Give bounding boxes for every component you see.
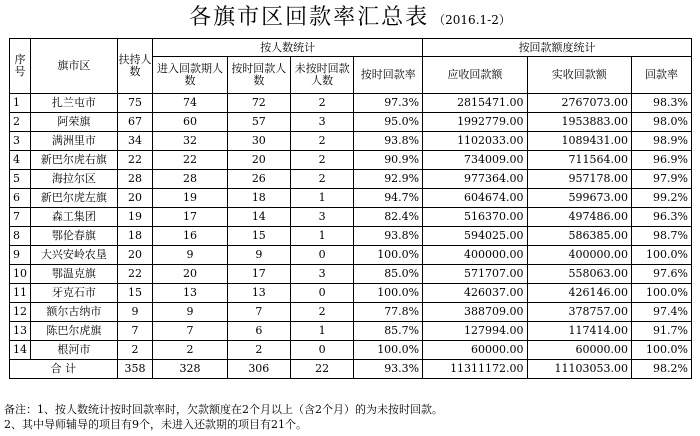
cell-region: 满洲里市	[31, 132, 118, 151]
total-rate-count: 93.3%	[354, 360, 423, 379]
cell-rate-count: 100.0%	[354, 246, 423, 265]
header-holders: 扶持人数	[117, 39, 153, 94]
cell-ontime: 26	[227, 170, 290, 189]
cell-not-ontime: 3	[290, 208, 353, 227]
cell-not-ontime: 1	[290, 322, 353, 341]
cell-seq: 2	[10, 113, 31, 132]
cell-rate-amount: 100.0%	[631, 341, 691, 360]
cell-received: 1953883.00	[527, 113, 631, 132]
header-seq: 序号	[10, 39, 31, 94]
cell-ontime: 14	[227, 208, 290, 227]
cell-region: 大兴安岭农垦	[31, 246, 118, 265]
cell-rate-count: 85.7%	[354, 322, 423, 341]
cell-holders: 15	[117, 284, 153, 303]
table-row	[10, 265, 692, 284]
cell-seq: 9	[10, 246, 31, 265]
cell-holders: 22	[117, 151, 153, 170]
cell-holders: 7	[117, 322, 153, 341]
cell-rate-amount: 98.0%	[631, 113, 691, 132]
header-entered: 进入回款期人数	[153, 57, 227, 94]
report-table	[9, 38, 692, 379]
cell-region: 海拉尔区	[31, 170, 118, 189]
cell-due: 60000.00	[423, 341, 527, 360]
table-row	[10, 227, 692, 246]
cell-entered: 9	[153, 303, 227, 322]
total-rate-amount: 98.2%	[631, 360, 691, 379]
cell-received: 60000.00	[527, 341, 631, 360]
cell-due: 1992779.00	[423, 113, 527, 132]
cell-received: 400000.00	[527, 246, 631, 265]
cell-ontime: 7	[227, 303, 290, 322]
table-row	[10, 208, 692, 227]
cell-not-ontime: 3	[290, 113, 353, 132]
table-row	[10, 246, 692, 265]
cell-rate-count: 100.0%	[354, 284, 423, 303]
cell-ontime: 2	[227, 341, 290, 360]
cell-due: 604674.00	[423, 189, 527, 208]
cell-rate-count: 100.0%	[354, 341, 423, 360]
cell-region: 阿荣旗	[31, 113, 118, 132]
cell-ontime: 20	[227, 151, 290, 170]
report-title-bar	[0, 2, 700, 34]
cell-received: 1089431.00	[527, 132, 631, 151]
cell-holders: 34	[117, 132, 153, 151]
cell-rate-count: 95.0%	[354, 113, 423, 132]
cell-received: 711564.00	[527, 151, 631, 170]
cell-rate-amount: 98.9%	[631, 132, 691, 151]
cell-rate-count: 90.9%	[354, 151, 423, 170]
cell-seq: 3	[10, 132, 31, 151]
cell-due: 388709.00	[423, 303, 527, 322]
cell-due: 1102033.00	[423, 132, 527, 151]
cell-received: 558063.00	[527, 265, 631, 284]
cell-rate-count: 92.9%	[354, 170, 423, 189]
cell-due: 977364.00	[423, 170, 527, 189]
header-not-ontime: 未按时回款人数	[290, 57, 353, 94]
cell-seq: 5	[10, 170, 31, 189]
cell-entered: 17	[153, 208, 227, 227]
cell-not-ontime: 2	[290, 303, 353, 322]
cell-rate-amount: 97.9%	[631, 170, 691, 189]
cell-not-ontime: 0	[290, 341, 353, 360]
cell-rate-count: 93.8%	[354, 227, 423, 246]
cell-entered: 16	[153, 227, 227, 246]
cell-not-ontime: 2	[290, 170, 353, 189]
header-rate-count: 按时回款率	[354, 57, 423, 94]
cell-received: 957178.00	[527, 170, 631, 189]
header-group-amount: 按回款额度统计	[423, 39, 692, 57]
total-row	[10, 360, 692, 379]
cell-holders: 19	[117, 208, 153, 227]
total-ontime: 306	[227, 360, 290, 379]
cell-ontime: 13	[227, 284, 290, 303]
cell-region: 额尔古纳市	[31, 303, 118, 322]
cell-received: 586385.00	[527, 227, 631, 246]
cell-not-ontime: 1	[290, 189, 353, 208]
total-not-ontime: 22	[290, 360, 353, 379]
table-row	[10, 322, 692, 341]
cell-due: 516370.00	[423, 208, 527, 227]
table-row	[10, 113, 692, 132]
cell-not-ontime: 2	[290, 132, 353, 151]
header-due: 应收回款额	[423, 57, 527, 94]
cell-holders: 22	[117, 265, 153, 284]
table-row	[10, 151, 692, 170]
cell-received: 497486.00	[527, 208, 631, 227]
cell-region: 森工集团	[31, 208, 118, 227]
cell-holders: 75	[117, 94, 153, 113]
cell-rate-count: 97.3%	[354, 94, 423, 113]
cell-entered: 22	[153, 151, 227, 170]
cell-holders: 28	[117, 170, 153, 189]
cell-due: 571707.00	[423, 265, 527, 284]
cell-ontime: 18	[227, 189, 290, 208]
header-received: 实收回款额	[527, 57, 631, 94]
cell-seq: 8	[10, 227, 31, 246]
cell-not-ontime: 2	[290, 94, 353, 113]
cell-rate-count: 82.4%	[354, 208, 423, 227]
cell-due: 2815471.00	[423, 94, 527, 113]
cell-region: 鄂温克旗	[31, 265, 118, 284]
report-title: 各旗市区回款率汇总表	[189, 5, 430, 30]
cell-entered: 7	[153, 322, 227, 341]
cell-seq: 11	[10, 284, 31, 303]
cell-holders: 20	[117, 189, 153, 208]
cell-ontime: 30	[227, 132, 290, 151]
footnote-2: 2、其中导师辅导的项目有9个，未进入还款期的项目有21个。	[4, 418, 307, 431]
header-region: 旗市区	[31, 39, 118, 94]
cell-rate-amount: 98.7%	[631, 227, 691, 246]
cell-entered: 20	[153, 265, 227, 284]
cell-region: 扎兰屯市	[31, 94, 118, 113]
cell-ontime: 15	[227, 227, 290, 246]
cell-holders: 18	[117, 227, 153, 246]
cell-entered: 19	[153, 189, 227, 208]
cell-seq: 1	[10, 94, 31, 113]
header-ontime: 按时回款人数	[227, 57, 290, 94]
cell-seq: 10	[10, 265, 31, 284]
cell-rate-count: 94.7%	[354, 189, 423, 208]
cell-region: 新巴尔虎右旗	[31, 151, 118, 170]
cell-seq: 6	[10, 189, 31, 208]
cell-seq: 13	[10, 322, 31, 341]
cell-rate-amount: 98.3%	[631, 94, 691, 113]
cell-rate-amount: 97.4%	[631, 303, 691, 322]
cell-not-ontime: 0	[290, 246, 353, 265]
cell-not-ontime: 3	[290, 265, 353, 284]
cell-due: 426037.00	[423, 284, 527, 303]
total-holders: 358	[117, 360, 153, 379]
cell-ontime: 17	[227, 265, 290, 284]
cell-ontime: 57	[227, 113, 290, 132]
cell-rate-count: 93.8%	[354, 132, 423, 151]
total-label: 合 计	[10, 360, 118, 379]
cell-rate-amount: 97.6%	[631, 265, 691, 284]
cell-received: 117414.00	[527, 322, 631, 341]
cell-holders: 20	[117, 246, 153, 265]
cell-rate-amount: 99.2%	[631, 189, 691, 208]
cell-seq: 12	[10, 303, 31, 322]
cell-rate-amount: 100.0%	[631, 246, 691, 265]
table-row	[10, 170, 692, 189]
cell-rate-amount: 91.7%	[631, 322, 691, 341]
cell-entered: 60	[153, 113, 227, 132]
cell-seq: 4	[10, 151, 31, 170]
cell-entered: 32	[153, 132, 227, 151]
cell-ontime: 9	[227, 246, 290, 265]
cell-holders: 67	[117, 113, 153, 132]
cell-due: 127994.00	[423, 322, 527, 341]
cell-rate-amount: 100.0%	[631, 284, 691, 303]
cell-due: 734009.00	[423, 151, 527, 170]
cell-region: 新巴尔虎左旗	[31, 189, 118, 208]
table-row	[10, 284, 692, 303]
cell-region: 陈巴尔虎旗	[31, 322, 118, 341]
cell-region: 根河市	[31, 341, 118, 360]
cell-seq: 7	[10, 208, 31, 227]
cell-ontime: 72	[227, 94, 290, 113]
total-entered: 328	[153, 360, 227, 379]
cell-rate-amount: 96.3%	[631, 208, 691, 227]
cell-received: 378757.00	[527, 303, 631, 322]
cell-holders: 9	[117, 303, 153, 322]
header-row-group	[10, 39, 692, 57]
cell-entered: 9	[153, 246, 227, 265]
cell-entered: 13	[153, 284, 227, 303]
table-row	[10, 341, 692, 360]
cell-rate-amount: 96.9%	[631, 151, 691, 170]
cell-rate-count: 77.8%	[354, 303, 423, 322]
cell-entered: 74	[153, 94, 227, 113]
cell-not-ontime: 2	[290, 151, 353, 170]
cell-received: 426146.00	[527, 284, 631, 303]
table-row	[10, 132, 692, 151]
cell-due: 400000.00	[423, 246, 527, 265]
cell-due: 594025.00	[423, 227, 527, 246]
table-row	[10, 94, 692, 113]
cell-seq: 14	[10, 341, 31, 360]
total-received: 11103053.00	[527, 360, 631, 379]
cell-entered: 28	[153, 170, 227, 189]
table-row	[10, 303, 692, 322]
cell-ontime: 6	[227, 322, 290, 341]
header-rate-amount: 回款率	[631, 57, 691, 94]
cell-received: 2767073.00	[527, 94, 631, 113]
footnote-1: 备注：1、按人数统计按时回款率时，欠款额度在2个月以上（含2个月）的为未按时回款。	[4, 403, 443, 416]
cell-region: 鄂伦春旗	[31, 227, 118, 246]
table-row	[10, 189, 692, 208]
cell-region: 牙克石市	[31, 284, 118, 303]
cell-not-ontime: 1	[290, 227, 353, 246]
cell-entered: 2	[153, 341, 227, 360]
report-period: （2016.1-2）	[433, 13, 511, 27]
cell-not-ontime: 0	[290, 284, 353, 303]
cell-received: 599673.00	[527, 189, 631, 208]
cell-holders: 2	[117, 341, 153, 360]
cell-rate-count: 85.0%	[354, 265, 423, 284]
header-group-count: 按人数统计	[153, 39, 423, 57]
total-due: 11311172.00	[423, 360, 527, 379]
